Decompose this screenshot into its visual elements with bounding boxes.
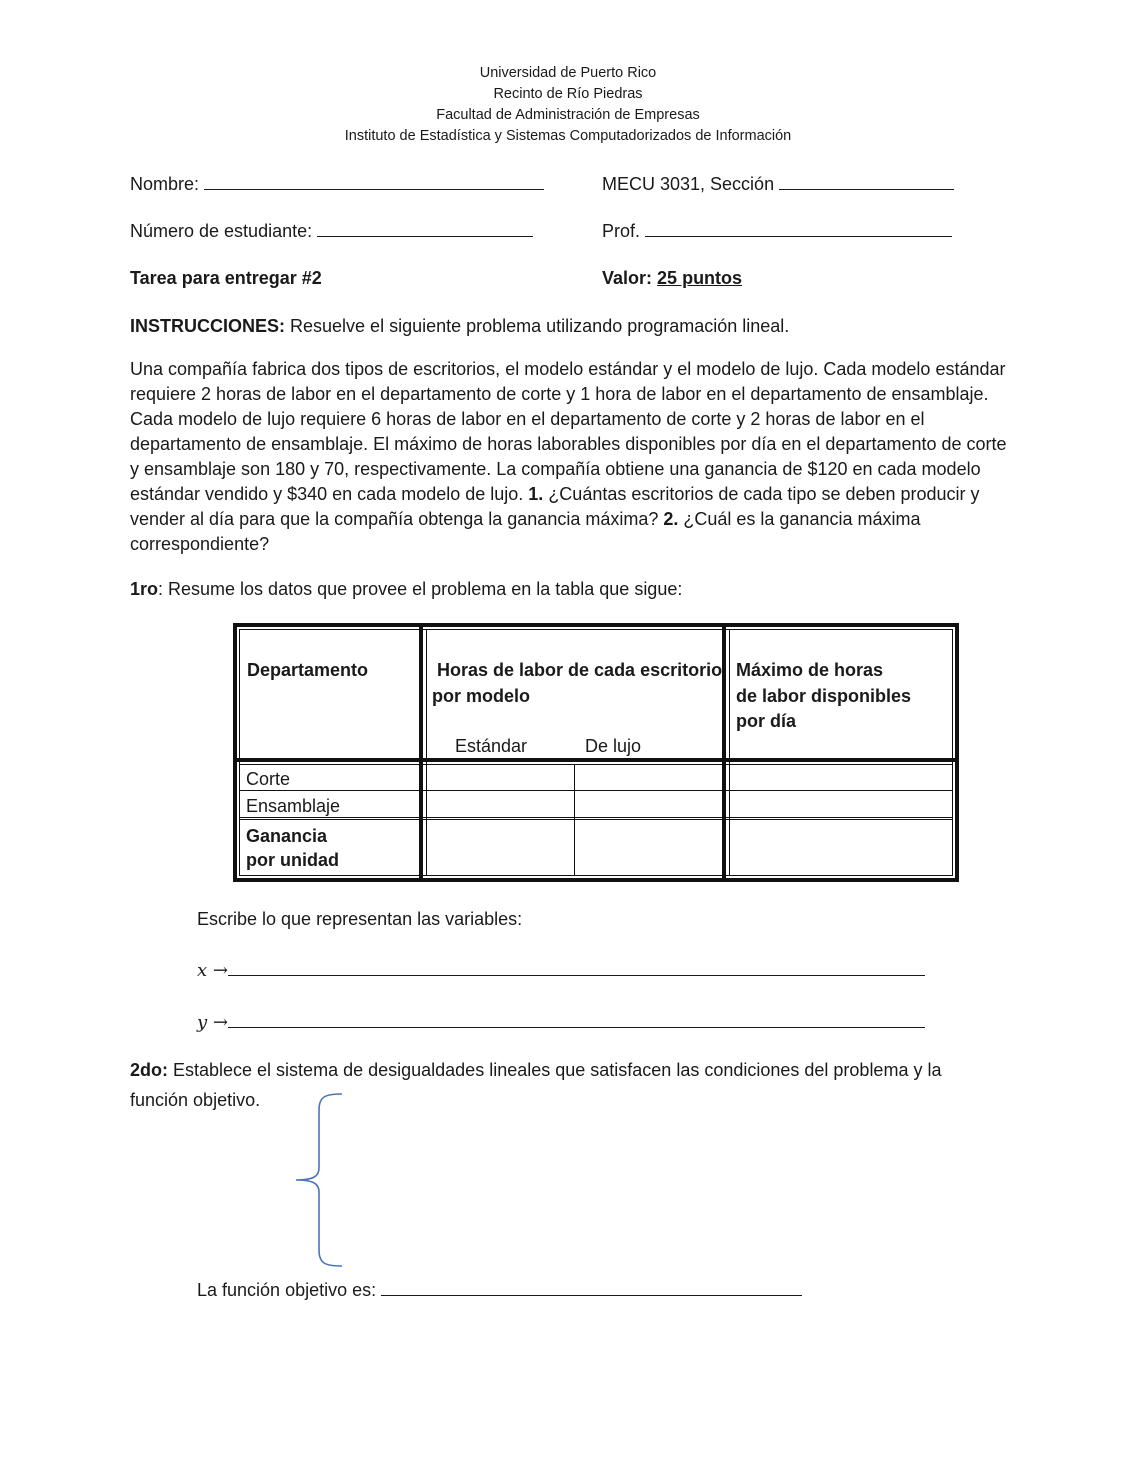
question-2-text: ¿Cuál es la ganancia máxima correspondiente? bbox=[130, 509, 921, 554]
tarea-title: Tarea para entregar #2 bbox=[130, 268, 322, 288]
system-brace-icon bbox=[292, 1090, 344, 1272]
y-variable-field[interactable] bbox=[197, 1009, 925, 1035]
question-1-text: ¿Cuántas escritorios de cada tipo se deben producir y vender al día para que la compañía obtenga la ganancia máxima? bbox=[130, 484, 980, 529]
objective-blank[interactable] bbox=[381, 1277, 802, 1296]
nombre-blank[interactable] bbox=[204, 171, 544, 190]
instructions bbox=[130, 314, 789, 339]
step2-instruction bbox=[130, 1058, 941, 1083]
header-maximo-line3: por día bbox=[736, 711, 797, 731]
numero-field[interactable] bbox=[130, 218, 533, 244]
valor-value: 25 puntos bbox=[657, 268, 743, 288]
seccion-blank[interactable] bbox=[779, 171, 954, 190]
header-horas-line2: por modelo bbox=[432, 686, 530, 706]
faculty-name: Facultad de Administración de Empresas bbox=[436, 107, 700, 123]
prof-field[interactable] bbox=[602, 218, 952, 244]
table-divider-v1 bbox=[419, 627, 423, 878]
nombre-field[interactable] bbox=[130, 171, 544, 197]
seccion-field[interactable] bbox=[602, 171, 954, 197]
objective-field[interactable] bbox=[197, 1277, 802, 1303]
step2-text-line1: Establece el sistema de desigualdades lineales que satisfacen las condiciones del problema y la bbox=[168, 1060, 942, 1080]
header-maximo-line2: de labor disponibles bbox=[736, 686, 912, 706]
y-variable-blank[interactable] bbox=[228, 1009, 925, 1028]
cell-ganancia-lujo[interactable] bbox=[575, 820, 722, 875]
curso-label: MECU 3031, Sección bbox=[602, 174, 775, 194]
university-name: Universidad de Puerto Rico bbox=[479, 65, 657, 81]
cell-ensamblaje-estandar[interactable] bbox=[427, 791, 574, 817]
campus-name: Recinto de Río Piedras bbox=[493, 86, 643, 102]
step1-text: : Resume los datos que provee el problema en la tabla que sigue: bbox=[158, 579, 683, 599]
step2-label: 2do: bbox=[130, 1060, 168, 1080]
problem-text: Una compañía fabrica dos tipos de escritorios, el modelo estándar y el modelo de lujo. Cada modelo estándar requiere 2 horas de labor en el departamento de corte y 1 hora de labor en el departamento de ensamblaje. Cada modelo de lujo requiere 6 horas de labor en el departamento de corte y 2 horas de labor en el departamento de ensamblaje. El máximo de horas laborables disponibles por día en el departamento de corte y ensamblaje son 180 y 70, respectivamente. La compañía obtiene una ganancia de $120 en cada modelo estándar vendido y $340 en cada modelo de lujo. bbox=[130, 359, 1007, 504]
subheader-de-lujo: De lujo bbox=[585, 736, 642, 756]
header-departamento: Departamento bbox=[247, 660, 369, 680]
prof-label: Prof. bbox=[602, 221, 641, 241]
table-divider-v2 bbox=[722, 627, 726, 878]
table-divider-h3 bbox=[239, 817, 953, 818]
cell-corte-estandar[interactable] bbox=[427, 765, 574, 790]
numero-label: Número de estudiante: bbox=[130, 221, 313, 241]
cell-corte-lujo[interactable] bbox=[575, 765, 722, 790]
cell-ganancia-estandar[interactable] bbox=[427, 820, 574, 875]
step1-instruction bbox=[130, 577, 682, 602]
problem-statement bbox=[130, 357, 1010, 557]
x-variable-blank[interactable] bbox=[228, 957, 925, 976]
question-1-number: 1. bbox=[528, 484, 544, 504]
row-label-corte: Corte bbox=[246, 769, 291, 789]
x-variable-label: x → bbox=[197, 960, 228, 981]
question-2-number: 2. bbox=[663, 509, 679, 529]
x-variable-field[interactable] bbox=[197, 957, 925, 983]
data-table bbox=[233, 623, 959, 882]
header-horas-line1: Horas de labor de cada escritorio bbox=[437, 660, 723, 680]
step1-label: 1ro bbox=[130, 579, 159, 599]
variables-prompt: Escribe lo que representan las variables: bbox=[197, 909, 523, 929]
institute-name: Instituto de Estadística y Sistemas Computadorizados de Información bbox=[344, 128, 792, 144]
valor-line bbox=[602, 266, 742, 291]
prof-blank[interactable] bbox=[645, 218, 952, 237]
cell-ensamblaje-lujo[interactable] bbox=[575, 791, 722, 817]
instructions-text: Resuelve el siguiente problema utilizando programación lineal. bbox=[285, 316, 790, 336]
subheader-estandar: Estándar bbox=[455, 736, 528, 756]
row-label-ganancia-line1: Ganancia bbox=[246, 826, 328, 846]
numero-blank[interactable] bbox=[317, 218, 533, 237]
step2-text-line2: función objetivo. bbox=[130, 1090, 261, 1110]
nombre-label: Nombre: bbox=[130, 174, 200, 194]
cell-ganancia-maximo[interactable] bbox=[730, 820, 952, 875]
y-variable-label: y → bbox=[197, 1012, 228, 1033]
objective-label: La función objetivo es: bbox=[197, 1280, 377, 1300]
cell-ensamblaje-maximo[interactable] bbox=[730, 791, 952, 817]
valor-label: Valor: bbox=[602, 268, 653, 288]
header-maximo-line1: Máximo de horas bbox=[736, 660, 884, 680]
instructions-label: INSTRUCCIONES: bbox=[130, 316, 286, 336]
cell-corte-maximo[interactable] bbox=[730, 765, 952, 790]
row-label-ensamblaje: Ensamblaje bbox=[246, 796, 341, 816]
row-label-ganancia-line2: por unidad bbox=[246, 850, 339, 870]
inequalities-answer-area[interactable] bbox=[350, 1100, 950, 1270]
